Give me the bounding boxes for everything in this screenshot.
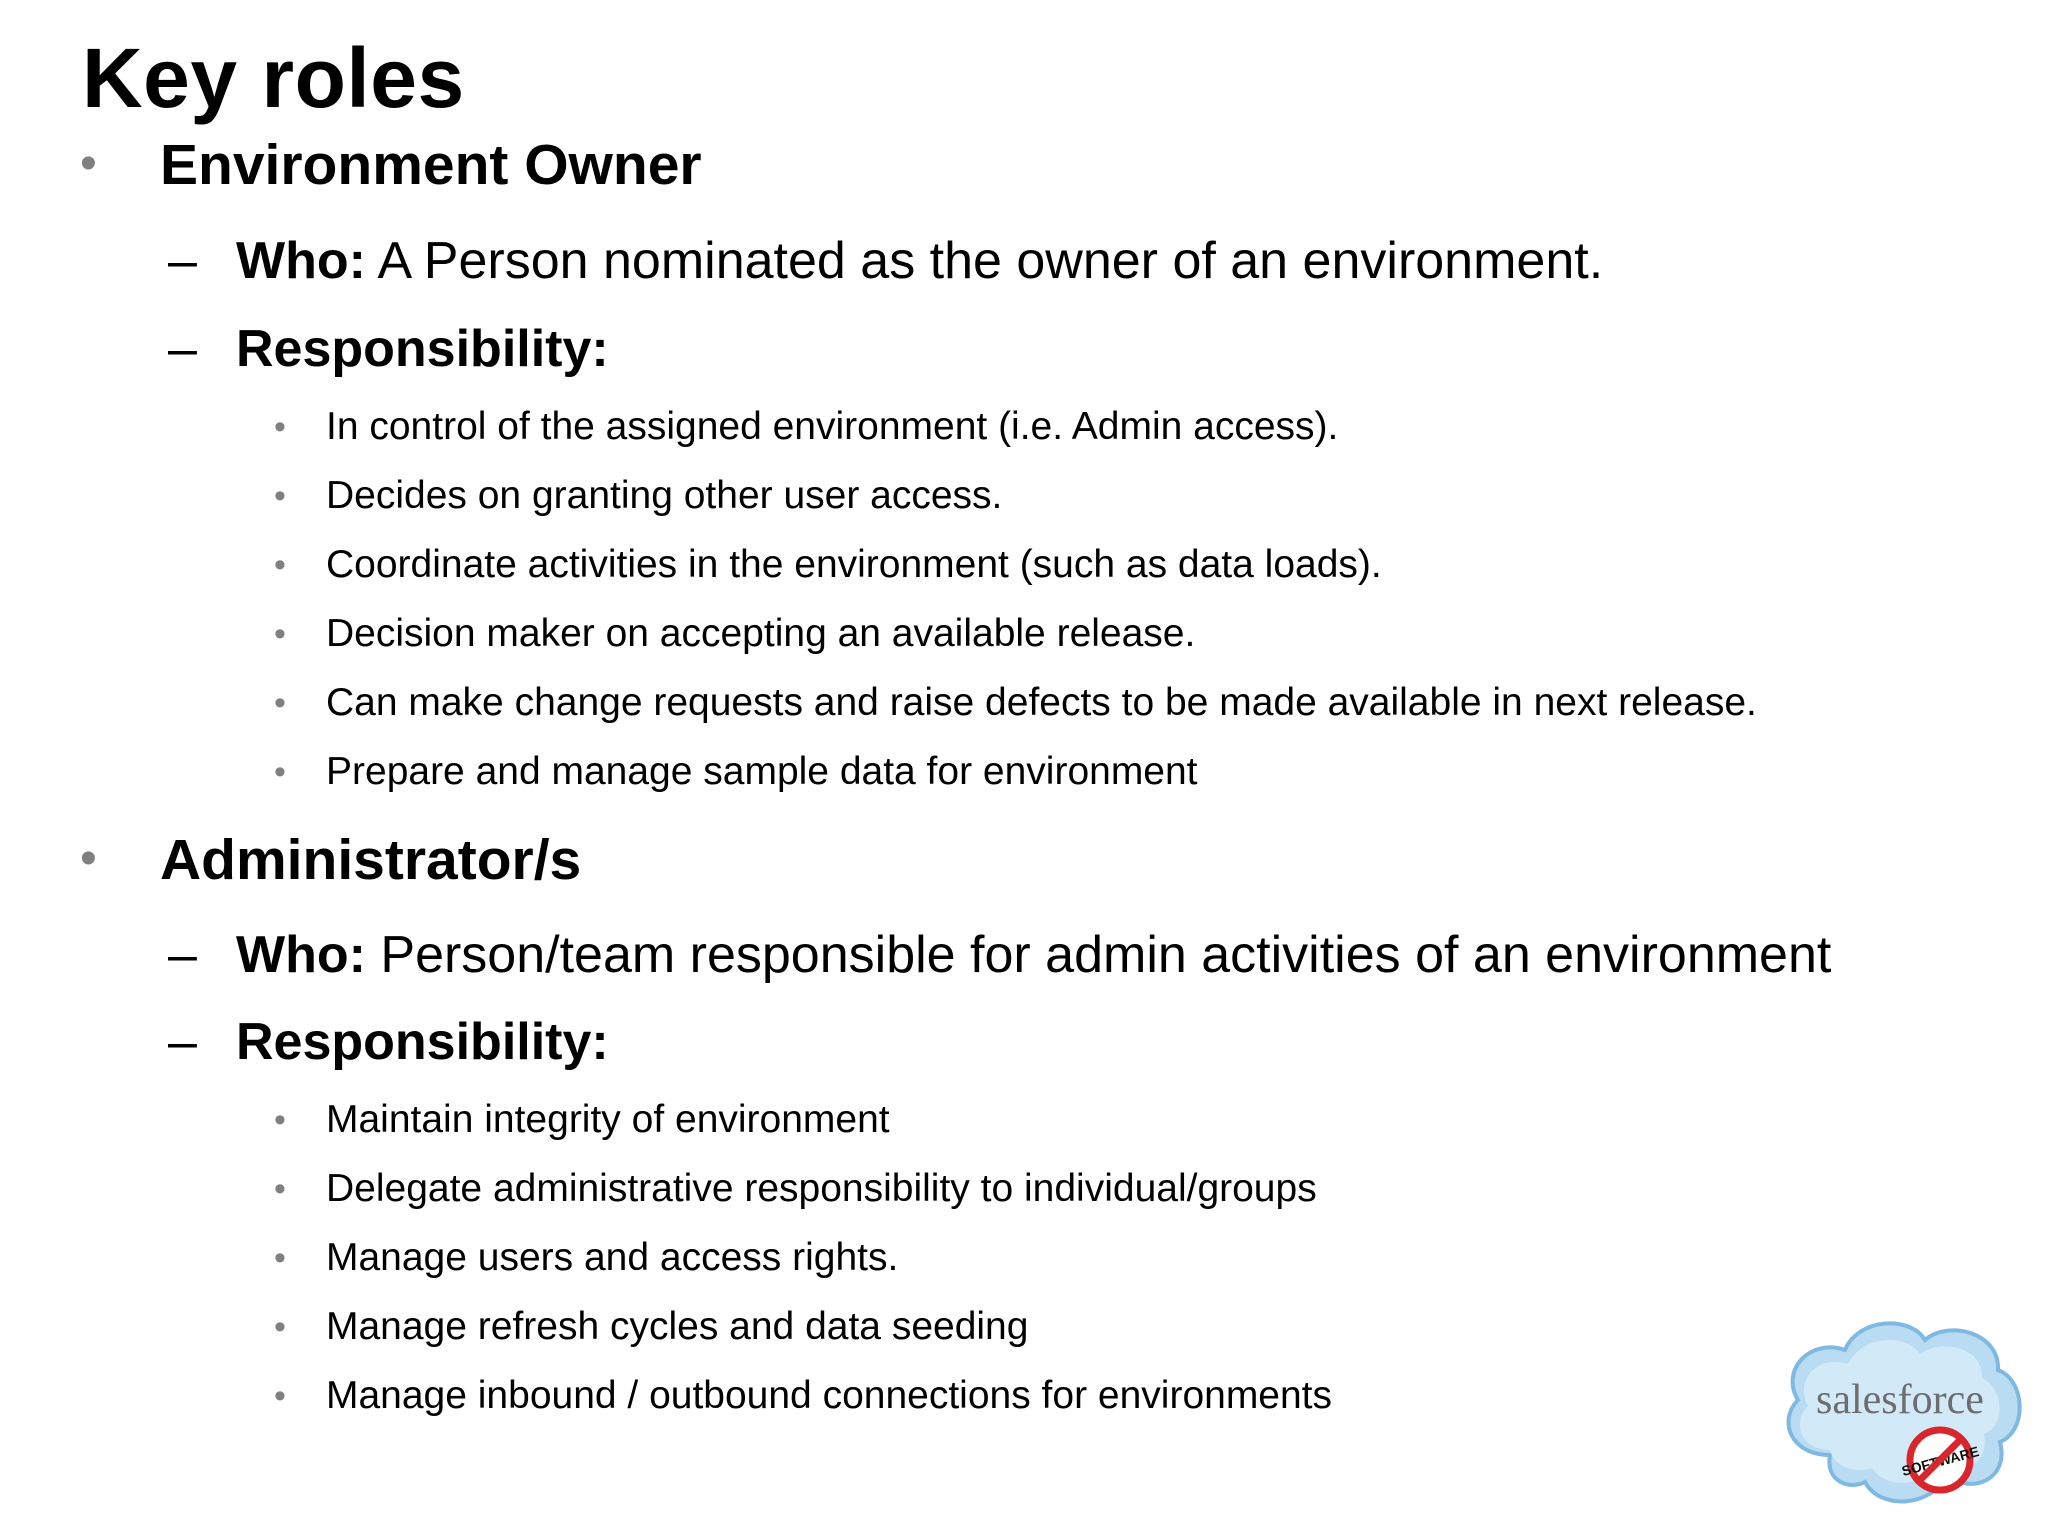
- bullet-icon: •: [274, 1239, 286, 1277]
- bullet-icon: •: [274, 1377, 286, 1415]
- who-label: Who:: [236, 232, 366, 290]
- who-label: Who:: [236, 926, 366, 984]
- who-description: A Person nominated as the owner of an environment.: [377, 232, 1604, 290]
- section-heading: Environment Owner: [160, 133, 702, 197]
- responsibility-text: Delegate administrative responsibility to individual/groups: [326, 1167, 1317, 1210]
- who-text-container: [236, 228, 1603, 294]
- bullet-icon: •: [274, 1101, 286, 1139]
- responsibility-text: Manage users and access rights.: [326, 1236, 899, 1279]
- who-description: Person/team responsible for admin activities of an environment: [380, 926, 1832, 984]
- responsibility-text: In control of the assigned environment (i.e. Admin access).: [326, 405, 1339, 448]
- responsibility-label: Responsibility:: [236, 320, 609, 378]
- responsibility-text: Prepare and manage sample data for environment: [326, 750, 1198, 793]
- bullet-icon: •: [274, 408, 286, 446]
- salesforce-no-software-logo: [1770, 1310, 2030, 1520]
- dash-bullet-icon: –: [168, 232, 197, 290]
- bullet-icon: •: [274, 615, 286, 653]
- responsibility-text: Manage refresh cycles and data seeding: [326, 1305, 1029, 1348]
- responsibility-label: Responsibility:: [236, 1013, 609, 1071]
- who-text-container: [236, 922, 1831, 988]
- logo-wordmark: salesforce: [1816, 1377, 1984, 1423]
- dash-bullet-icon: –: [168, 1013, 197, 1071]
- responsibility-text: Can make change requests and raise defects to be made available in next release.: [326, 681, 1757, 724]
- bullet-icon: •: [274, 477, 286, 515]
- dash-bullet-icon: –: [168, 320, 197, 378]
- responsibility-text: Decides on granting other user access.: [326, 474, 1003, 517]
- bullet-icon: •: [274, 1170, 286, 1208]
- bullet-icon: •: [274, 684, 286, 722]
- bullet-icon: •: [274, 753, 286, 791]
- responsibility-text: Coordinate activities in the environment (such as data loads).: [326, 543, 1382, 586]
- bullet-icon: •: [274, 546, 286, 584]
- bullet-icon: •: [80, 832, 97, 885]
- responsibility-text: Decision maker on accepting an available release.: [326, 612, 1196, 655]
- slide-title: Key roles: [82, 31, 465, 125]
- bullet-icon: •: [274, 1308, 286, 1346]
- responsibility-text: Manage inbound / outbound connections for environments: [326, 1374, 1333, 1417]
- responsibility-text: Maintain integrity of environment: [326, 1098, 890, 1141]
- dash-bullet-icon: –: [168, 926, 197, 984]
- section-heading: Administrator/s: [160, 828, 582, 892]
- bullet-icon: •: [80, 137, 97, 190]
